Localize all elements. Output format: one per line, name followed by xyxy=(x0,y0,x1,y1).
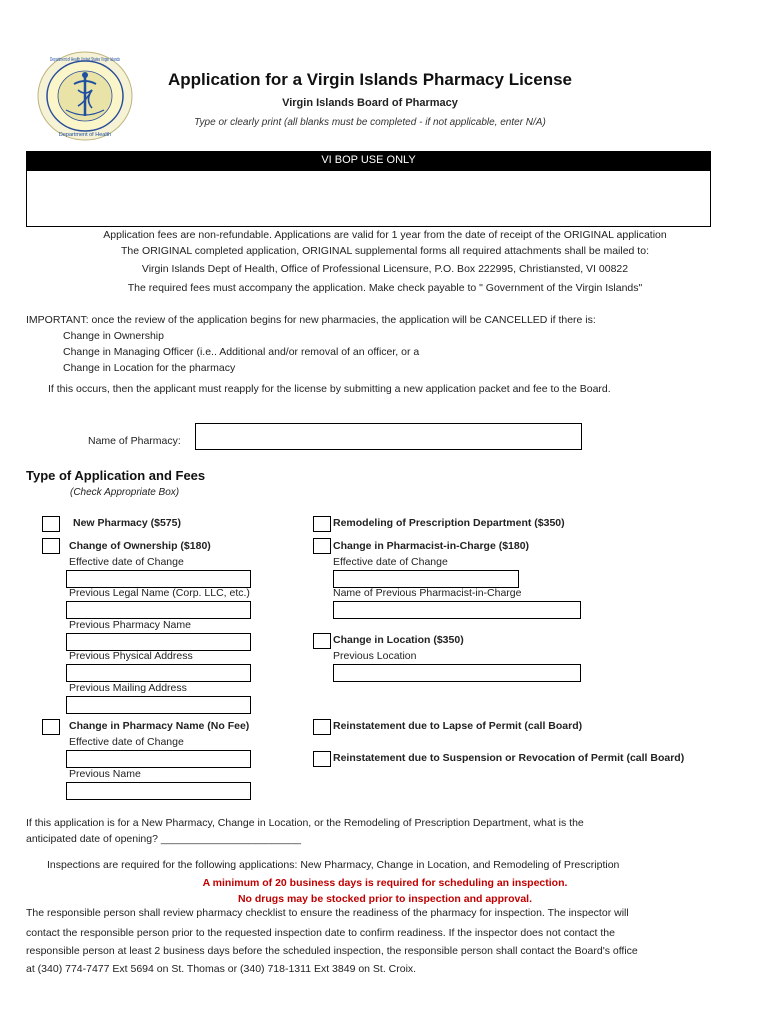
change-ownership-checkbox[interactable] xyxy=(42,538,60,554)
remodeling-checkbox[interactable] xyxy=(313,516,331,532)
change-ownership-label: Change of Ownership ($180) xyxy=(69,540,211,552)
prev-name-input[interactable] xyxy=(66,782,251,800)
prev-pharmacy-name-input[interactable] xyxy=(66,633,251,651)
bop-use-only-box xyxy=(26,170,711,227)
new-pharmacy-label: New Pharmacy ($575) xyxy=(73,517,181,529)
fees-notice-line: The ORIGINAL completed application, ORIGINAL supplemental forms all required attachments shall be mailed to: xyxy=(121,245,649,257)
reinstatement-lapse-label: Reinstatement due to Lapse of Permit (call Board) xyxy=(333,720,583,732)
fees-notice-line: The required fees must accompany the application. Make check payable to " Government of the Virgin Islands" xyxy=(127,282,643,294)
prev-name-label: Previous Name xyxy=(69,768,141,780)
inspection-paragraph-text: The responsible person shall review pharmacy checklist to ensure the readiness of the pharmacy for inspection. The inspector will xyxy=(26,907,629,919)
inspection-paragraph-line: contact the responsible person prior to the requested inspection date to confirm readiness. If the inspector does not contact the xyxy=(26,927,615,939)
change-pic-checkbox[interactable] xyxy=(313,538,331,554)
form-instructions: Type or clearly print (all blanks must be completed - if not applicable, enter N/A) xyxy=(194,117,546,128)
change-location-checkbox[interactable] xyxy=(313,633,331,649)
name-change-effective-date-input[interactable] xyxy=(66,750,251,768)
prev-physical-address-input[interactable] xyxy=(66,664,251,682)
reinstatement-suspension-checkbox[interactable] xyxy=(313,751,331,767)
change-name-label: Change in Pharmacy Name (No Fee) xyxy=(69,720,250,732)
effective-date-label: Effective date of Change xyxy=(69,556,184,568)
prev-mailing-address-input[interactable] xyxy=(66,696,251,714)
inspection-paragraph-line: responsible person at least 2 business days before the scheduled inspection, the responsible person shall contact the Board's office xyxy=(26,945,638,957)
important-item: Change in Ownership xyxy=(63,330,164,342)
prev-pic-name-label: Name of Previous Pharmacist-in-Charge xyxy=(333,587,522,599)
fees-notice-line: Virgin Islands Dept of Health, Office of Professional Licensure, P.O. Box 222995, Christiansted, VI 00822 xyxy=(141,263,629,275)
department-seal-logo xyxy=(36,50,134,142)
inspection-warning: A minimum of 20 business days is required for scheduling an inspection. xyxy=(202,877,568,889)
effective-date-label: Effective date of Change xyxy=(69,736,184,748)
pharmacy-name-input[interactable] xyxy=(195,423,582,450)
fees-notice-line: Application fees are non-refundable. Applications are valid for 1 year from the date of receipt of the ORIGINAL application xyxy=(103,229,667,241)
effective-date-label: Effective date of Change xyxy=(333,556,448,568)
remodeling-label: Remodeling of Prescription Department ($350) xyxy=(333,517,565,529)
prev-location-input[interactable] xyxy=(333,664,581,682)
opening-date-question: If this application is for a New Pharmacy, Change in Location, or the Remodeling of Prescription Department, what is the xyxy=(26,817,584,829)
reinstatement-lapse-checkbox[interactable] xyxy=(313,719,331,735)
page-subtitle: Virgin Islands Board of Pharmacy xyxy=(282,97,458,109)
seal-top-text: Department of Health United States Virgin Islands xyxy=(50,57,121,63)
ownership-effective-date-input[interactable] xyxy=(66,570,251,588)
prev-location-label: Previous Location xyxy=(333,650,417,662)
opening-date-line: anticipated date of opening? ________________________ xyxy=(26,833,302,845)
bop-use-only-header: VI BOP USE ONLY xyxy=(26,151,711,170)
inspection-warning: No drugs may be stocked prior to inspection and approval. xyxy=(237,893,533,905)
change-location-label: Change in Location ($350) xyxy=(333,634,464,646)
pharmacy-name-label: Name of Pharmacy: xyxy=(88,435,181,447)
important-item: Change in Managing Officer (i.e.. Additional and/or removal of an officer, or a xyxy=(63,346,420,358)
prev-mailing-address-label: Previous Mailing Address xyxy=(69,682,187,694)
important-notice: IMPORTANT: once the review of the application begins for new pharmacies, the application will be CANCELLED if there is: xyxy=(26,314,596,326)
prev-legal-name-input[interactable] xyxy=(66,601,251,619)
prev-pharmacy-name-label: Previous Pharmacy Name xyxy=(69,619,191,631)
change-name-checkbox[interactable] xyxy=(42,719,60,735)
section-title-application-type: Type of Application and Fees xyxy=(26,468,206,483)
inspections-intro: Inspections are required for the following applications: New Pharmacy, Change in Location, and Remodeling of Prescription xyxy=(47,859,620,871)
page-title: Application for a Virgin Islands Pharmacy License xyxy=(167,70,573,89)
change-pic-label: Change in Pharmacist-in-Charge ($180) xyxy=(333,540,530,552)
reinstatement-suspension-label: Reinstatement due to Suspension or Revocation of Permit (call Board) xyxy=(333,752,685,764)
inspection-paragraph-line: at (340) 774-7477 Ext 5694 on St. Thomas or (340) 718-1311 Ext 3849 on St. Croix. xyxy=(26,963,417,975)
prev-legal-name-label: Previous Legal Name (Corp. LLC, etc.) xyxy=(69,587,250,599)
prev-physical-address-label: Previous Physical Address xyxy=(69,650,193,662)
prev-pic-name-input[interactable] xyxy=(333,601,581,619)
seal-bottom-text: Department of Health xyxy=(58,132,112,138)
pic-effective-date-input[interactable] xyxy=(333,570,519,588)
important-item: Change in Location for the pharmacy xyxy=(63,362,236,374)
section-note: (Check Appropriate Box) xyxy=(70,487,180,498)
inspection-paragraph-line xyxy=(26,907,629,921)
reapply-notice: If this occurs, then the applicant must reapply for the license by submitting a new application packet and fee to the Board. xyxy=(48,383,611,395)
new-pharmacy-checkbox[interactable] xyxy=(42,516,60,532)
